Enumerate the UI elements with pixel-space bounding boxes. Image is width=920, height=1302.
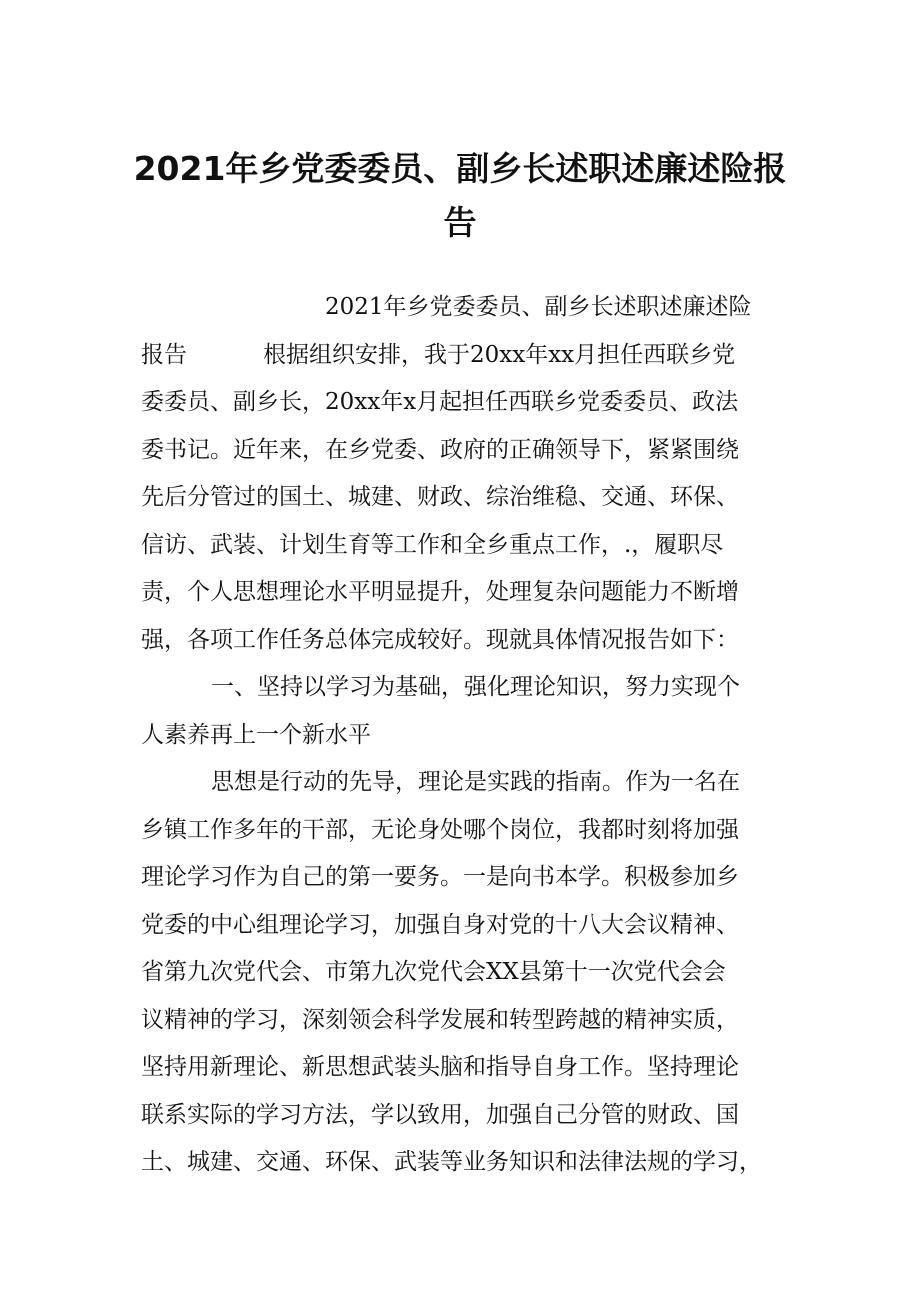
document-title: 2021年乡党委委员、副乡长述职述廉述险报告 [133, 149, 787, 242]
text-line: 先后分管过的国土、城建、财政、综治维稳、交通、环保、 [141, 484, 739, 510]
text-line: 省第九次党代会、市第九次党代会XX县第十一次党代会会 [141, 959, 726, 985]
text-line [141, 332, 801, 380]
document-body [141, 284, 801, 1187]
section-heading-line: 一、坚持以学习为基础，强化理论知识，努力实现个 [211, 674, 740, 700]
text-line: 党委的中心组理论学习，加强自身对党的十八大会议精神、 [141, 911, 739, 938]
text-line: 委书记。近年来，在乡党委、政府的正确领导下，紧紧围绕 [141, 436, 739, 463]
text-line: 土、城建、交通、环保、武装等业务知识和法律法规的学习， [141, 1149, 762, 1175]
text-line: 2021年乡党委委员、副乡长述职述廉述险 [325, 294, 752, 320]
text-line: 坚持用新理论、新思想武装头脑和指导自身工作。坚持理论 [141, 1054, 739, 1080]
text-line: 联系实际的学习方法，学以致用，加强自己分管的财政、国 [141, 1101, 739, 1128]
text-line: 议精神的学习，深刻领会科学发展和转型跨越的精神实质， [141, 1006, 739, 1033]
text-line: 委委员、副乡长，20xx年x月起担任西联乡党委委员、政法 [141, 389, 739, 415]
section-heading-line: 人素养再上一个新水平 [141, 721, 371, 748]
text-segment: 根据组织安排，我于20xx年xx月担任西联乡党 [263, 341, 736, 368]
text-line: 乡镇工作多年的干部，无论身处哪个岗位，我都时刻将加强 [141, 816, 739, 843]
text-line: 思想是行动的先导，理论是实践的指南。作为一名在 [211, 769, 740, 795]
text-line: 强，各项工作任务总体完成较好。现就具体情况报告如下： [141, 626, 739, 653]
text-segment: 报告 [141, 341, 187, 368]
text-line: 信访、武装、计划生育等工作和全乡重点工作，.，履职尽 [141, 531, 724, 558]
text-line: 责，个人思想理论水平明显提升，处理复杂问题能力不断增 [141, 579, 739, 605]
text-line: 理论学习作为自己的第一要务。一是向书本学。积极参加乡 [141, 864, 739, 890]
